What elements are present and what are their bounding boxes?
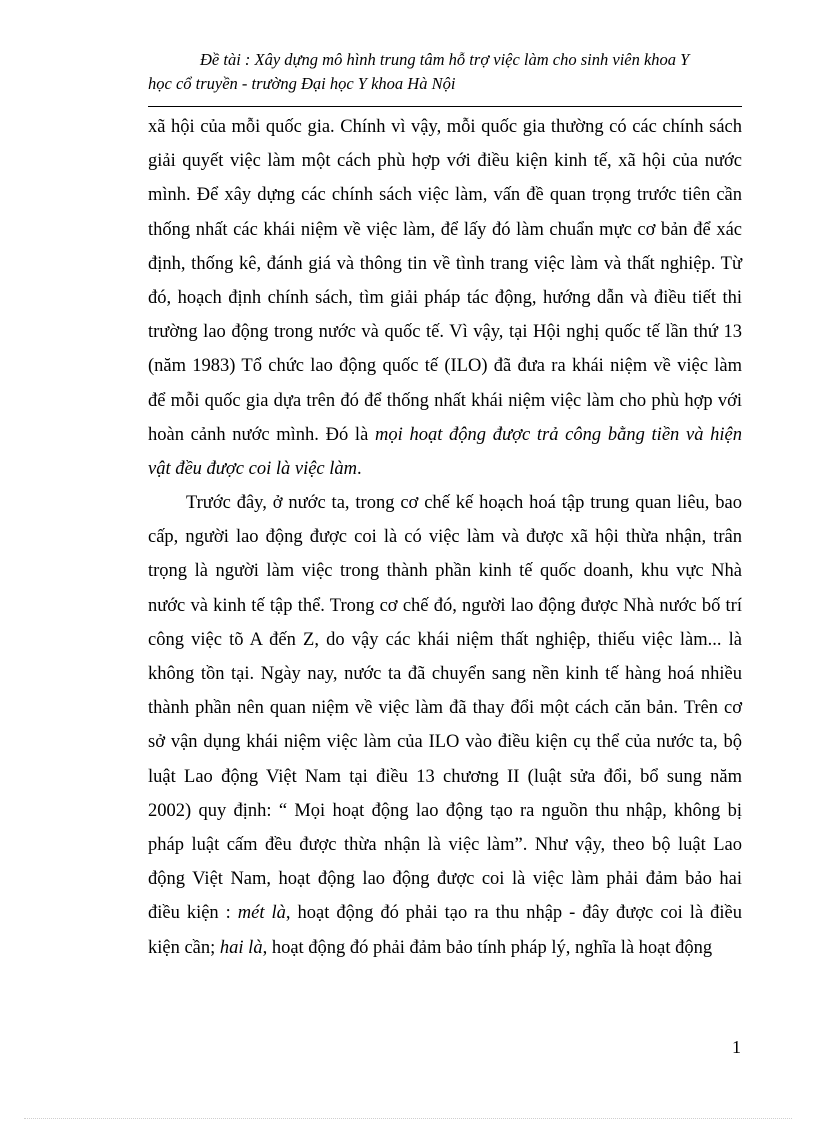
header-line-2: học cổ truyền - trường Đại học Y khoa Hà Nội <box>148 74 456 93</box>
text-line: cấp, người lao động được coi là có việc làm và được xã hội thừa nhận, trân <box>148 527 742 548</box>
text-run: , hoạt động đó phải đảm bảo tính pháp lý, nghĩa là hoạt động <box>262 937 713 958</box>
running-header <box>148 48 742 96</box>
text-line: không tồn tại. Ngày nay, nước ta đã chuyển sang nền kinh tế hàng hoá nhiều <box>148 664 742 684</box>
text-line: trọng là người làm việc trong thành phần kinh tế quốc doanh, khu vực Nhà <box>148 561 742 582</box>
paragraph-2 <box>148 486 742 965</box>
text-line: thống nhất các khái niệm về việc làm, để lấy đó làm chuẩn mực cơ bản để xác <box>148 219 742 240</box>
text-line: mình. Để xây dựng các chính sách việc làm, vấn đề quan trọng trước tiên cần <box>148 185 742 206</box>
document-body <box>148 110 742 965</box>
text-line: xã hội của mỗi quốc gia. Chính vì vậy, mỗi quốc gia thường có các chính sách <box>148 117 742 137</box>
text-line: luật Lao động Việt Nam tại điều 13 chương II (luật sửa đổi, bổ sung năm <box>148 766 742 787</box>
text-line: công việc tõ A đến Z, do vậy các khái niệm thất nghiệp, thiếu việc làm... là <box>148 629 742 650</box>
header-divider <box>148 106 742 107</box>
text-line <box>148 896 742 930</box>
emphasis-text: hai là <box>219 937 263 958</box>
page-bottom-border <box>24 1118 792 1119</box>
page-number: 1 <box>732 1037 741 1057</box>
text-run: , hoạt động đó phải tạo ra thu nhập - đây được coi là điều <box>285 903 742 924</box>
text-line: nước và kinh tế tập thể. Trong cơ chế đó, người lao động được Nhà nước bố trí <box>148 595 742 616</box>
text-run: . <box>357 458 362 479</box>
text-line <box>148 418 742 452</box>
emphasis-text: vật đều được coi là việc làm <box>148 458 358 479</box>
text-line: (năm 1983) Tổ chức lao động quốc tế (ILO) đã đưa ra khái niệm về việc làm <box>148 356 742 377</box>
text-line: động Việt Nam, hoạt động lao động được coi là việc làm phải đảm bảo hai <box>148 869 742 890</box>
text-line: trường lao động trong nước và quốc tế. Vì vậy, tại Hội nghị quốc tế lần thứ 13 <box>148 322 742 343</box>
paragraph-1 <box>148 110 742 486</box>
emphasis-text: mét là <box>237 903 286 924</box>
text-line: pháp luật cấm đều được thừa nhận là việc làm”. Như vậy, theo bộ luật Lao <box>148 834 742 855</box>
emphasis-text: mọi hoạt động được trả công bằng tiền và hiện <box>375 424 742 445</box>
text-line: định, thống kê, đánh giá và thông tin về tình trang việc làm và thất nghiệp. Từ <box>148 253 742 274</box>
text-line: để mỗi quốc gia dựa trên đó để thống nhất khái niệm việc làm cho phù hợp với <box>148 390 742 411</box>
text-line <box>148 452 742 486</box>
text-line: đó, hoạch định chính sách, tìm giải pháp tác động, hướng dẫn và điều tiết thi <box>148 287 742 308</box>
text-line: Trước đây, ở nước ta, trong cơ chế kế hoạch hoá tập trung quan liêu, bao <box>186 493 742 514</box>
text-line: thành phần nên quan niệm về việc làm đã thay đổi một cách căn bản. Trên cơ <box>148 698 742 719</box>
text-run: điều kiện : <box>148 903 238 924</box>
text-line: 2002) quy định: “ Mọi hoạt động lao động tạo ra nguồn thu nhập, không bị <box>148 800 742 821</box>
header-line-1: Đề tài : Xây dựng mô hình trung tâm hỗ trợ việc làm cho sinh viên khoa Y <box>200 50 690 69</box>
text-run: kiện cần; <box>148 937 220 958</box>
text-line <box>148 931 742 965</box>
text-line: sở vận dụng khái niệm việc làm của ILO vào điều kiện cụ thể của nước ta, bộ <box>148 732 742 753</box>
text-run: hoàn cảnh nước mình. Đó là <box>148 424 375 445</box>
text-line: giải quyết việc làm một cách phù hợp với điều kiện kinh tế, xã hội của nước <box>148 151 742 172</box>
